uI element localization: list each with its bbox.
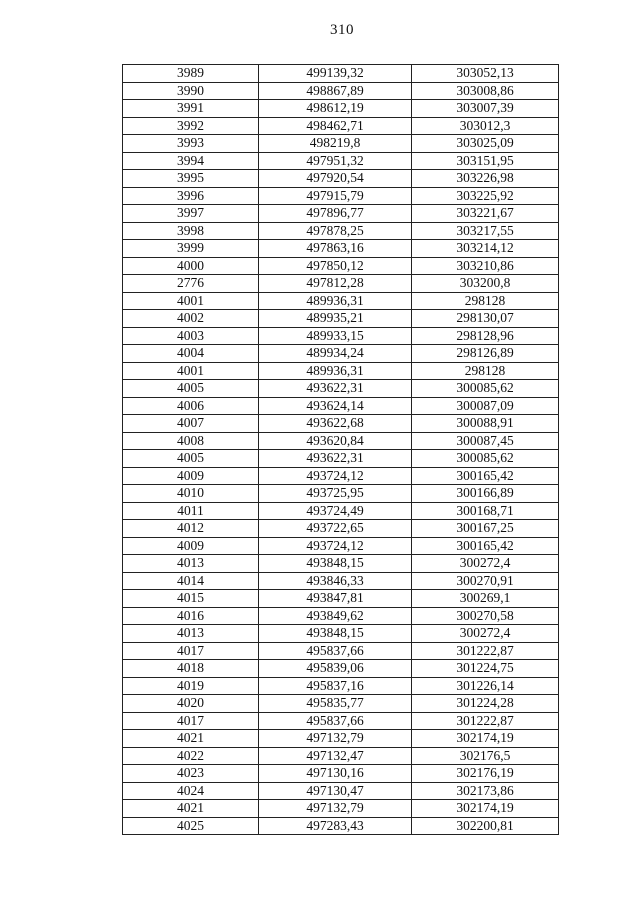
x-coordinate-cell: 495835,77 — [259, 695, 412, 713]
coordinates-table-body — [123, 65, 559, 835]
x-coordinate-cell: 497130,47 — [259, 782, 412, 800]
table-row — [123, 100, 559, 118]
point-number-cell: 3990 — [123, 82, 259, 100]
table-row — [123, 205, 559, 223]
table-row — [123, 275, 559, 293]
point-number-cell: 3999 — [123, 240, 259, 258]
table-row — [123, 310, 559, 328]
x-coordinate-cell: 493724,12 — [259, 467, 412, 485]
x-coordinate-cell: 489933,15 — [259, 327, 412, 345]
table-row — [123, 695, 559, 713]
y-coordinate-cell: 300165,42 — [412, 537, 559, 555]
y-coordinate-cell: 300085,62 — [412, 450, 559, 468]
x-coordinate-cell: 493846,33 — [259, 572, 412, 590]
table-row — [123, 82, 559, 100]
y-coordinate-cell: 303007,39 — [412, 100, 559, 118]
x-coordinate-cell: 497850,12 — [259, 257, 412, 275]
table-row — [123, 327, 559, 345]
point-number-cell: 3993 — [123, 135, 259, 153]
x-coordinate-cell: 493620,84 — [259, 432, 412, 450]
y-coordinate-cell: 302173,86 — [412, 782, 559, 800]
point-number-cell: 4004 — [123, 345, 259, 363]
point-number-cell: 4002 — [123, 310, 259, 328]
table-row — [123, 65, 559, 83]
y-coordinate-cell: 303008,86 — [412, 82, 559, 100]
point-number-cell: 2776 — [123, 275, 259, 293]
table-row — [123, 380, 559, 398]
table-row — [123, 432, 559, 450]
x-coordinate-cell: 489936,31 — [259, 362, 412, 380]
point-number-cell: 4016 — [123, 607, 259, 625]
table-row — [123, 117, 559, 135]
table-row — [123, 747, 559, 765]
point-number-cell: 4010 — [123, 485, 259, 503]
y-coordinate-cell: 301224,28 — [412, 695, 559, 713]
y-coordinate-cell: 303012,3 — [412, 117, 559, 135]
x-coordinate-cell: 493622,31 — [259, 450, 412, 468]
x-coordinate-cell: 493848,15 — [259, 555, 412, 573]
page-number: 310 — [330, 22, 354, 38]
point-number-cell: 4019 — [123, 677, 259, 695]
x-coordinate-cell: 497896,77 — [259, 205, 412, 223]
table-row — [123, 257, 559, 275]
y-coordinate-cell: 300269,1 — [412, 590, 559, 608]
y-coordinate-cell: 298126,89 — [412, 345, 559, 363]
y-coordinate-cell: 301224,75 — [412, 660, 559, 678]
table-row — [123, 642, 559, 660]
table-row — [123, 450, 559, 468]
table-row — [123, 817, 559, 835]
table-row — [123, 537, 559, 555]
point-number-cell: 4008 — [123, 432, 259, 450]
x-coordinate-cell: 493722,65 — [259, 520, 412, 538]
x-coordinate-cell: 489934,24 — [259, 345, 412, 363]
y-coordinate-cell: 302176,19 — [412, 765, 559, 783]
table-row — [123, 765, 559, 783]
y-coordinate-cell: 303217,55 — [412, 222, 559, 240]
x-coordinate-cell: 499139,32 — [259, 65, 412, 83]
table-row — [123, 800, 559, 818]
y-coordinate-cell: 300088,91 — [412, 415, 559, 433]
point-number-cell: 4006 — [123, 397, 259, 415]
x-coordinate-cell: 493724,12 — [259, 537, 412, 555]
x-coordinate-cell: 489935,21 — [259, 310, 412, 328]
point-number-cell: 3991 — [123, 100, 259, 118]
x-coordinate-cell: 498219,8 — [259, 135, 412, 153]
table-row — [123, 485, 559, 503]
y-coordinate-cell: 302200,81 — [412, 817, 559, 835]
table-row — [123, 730, 559, 748]
point-number-cell: 3992 — [123, 117, 259, 135]
x-coordinate-cell: 497132,79 — [259, 730, 412, 748]
y-coordinate-cell: 302176,5 — [412, 747, 559, 765]
y-coordinate-cell: 298128,96 — [412, 327, 559, 345]
point-number-cell: 4005 — [123, 380, 259, 398]
table-row — [123, 362, 559, 380]
table-row — [123, 152, 559, 170]
x-coordinate-cell: 495837,66 — [259, 642, 412, 660]
coordinates-table — [122, 64, 559, 835]
y-coordinate-cell: 301226,14 — [412, 677, 559, 695]
point-number-cell: 4017 — [123, 642, 259, 660]
point-number-cell: 4021 — [123, 800, 259, 818]
y-coordinate-cell: 301222,87 — [412, 712, 559, 730]
table-row — [123, 520, 559, 538]
y-coordinate-cell: 300272,4 — [412, 555, 559, 573]
y-coordinate-cell: 303151,95 — [412, 152, 559, 170]
y-coordinate-cell: 303221,67 — [412, 205, 559, 223]
point-number-cell: 4023 — [123, 765, 259, 783]
table-row — [123, 467, 559, 485]
y-coordinate-cell: 301222,87 — [412, 642, 559, 660]
table-row — [123, 502, 559, 520]
x-coordinate-cell: 497920,54 — [259, 170, 412, 188]
point-number-cell: 3994 — [123, 152, 259, 170]
point-number-cell: 3989 — [123, 65, 259, 83]
x-coordinate-cell: 493847,81 — [259, 590, 412, 608]
table-row — [123, 187, 559, 205]
x-coordinate-cell: 497132,47 — [259, 747, 412, 765]
y-coordinate-cell: 300087,45 — [412, 432, 559, 450]
point-number-cell: 4015 — [123, 590, 259, 608]
x-coordinate-cell: 489936,31 — [259, 292, 412, 310]
table-row — [123, 135, 559, 153]
point-number-cell: 3997 — [123, 205, 259, 223]
table-row — [123, 607, 559, 625]
y-coordinate-cell: 302174,19 — [412, 800, 559, 818]
table-row — [123, 555, 559, 573]
y-coordinate-cell: 300166,89 — [412, 485, 559, 503]
point-number-cell: 4013 — [123, 625, 259, 643]
x-coordinate-cell: 497951,32 — [259, 152, 412, 170]
point-number-cell: 4003 — [123, 327, 259, 345]
x-coordinate-cell: 497130,16 — [259, 765, 412, 783]
table-row — [123, 240, 559, 258]
x-coordinate-cell: 493622,68 — [259, 415, 412, 433]
y-coordinate-cell: 298128 — [412, 292, 559, 310]
table-row — [123, 345, 559, 363]
point-number-cell: 4009 — [123, 537, 259, 555]
x-coordinate-cell: 497132,79 — [259, 800, 412, 818]
table-row — [123, 625, 559, 643]
y-coordinate-cell: 303225,92 — [412, 187, 559, 205]
y-coordinate-cell: 300165,42 — [412, 467, 559, 485]
point-number-cell: 4000 — [123, 257, 259, 275]
table-row — [123, 572, 559, 590]
point-number-cell: 4020 — [123, 695, 259, 713]
point-number-cell: 3995 — [123, 170, 259, 188]
table-row — [123, 415, 559, 433]
point-number-cell: 4012 — [123, 520, 259, 538]
y-coordinate-cell: 303200,8 — [412, 275, 559, 293]
y-coordinate-cell: 303210,86 — [412, 257, 559, 275]
y-coordinate-cell: 303214,12 — [412, 240, 559, 258]
point-number-cell: 4013 — [123, 555, 259, 573]
x-coordinate-cell: 493724,49 — [259, 502, 412, 520]
point-number-cell: 4009 — [123, 467, 259, 485]
table-row — [123, 660, 559, 678]
point-number-cell: 3996 — [123, 187, 259, 205]
point-number-cell: 4024 — [123, 782, 259, 800]
table-row — [123, 677, 559, 695]
point-number-cell: 4025 — [123, 817, 259, 835]
point-number-cell: 4017 — [123, 712, 259, 730]
y-coordinate-cell: 303025,09 — [412, 135, 559, 153]
table-row — [123, 712, 559, 730]
point-number-cell: 4022 — [123, 747, 259, 765]
table-row — [123, 222, 559, 240]
point-number-cell: 4011 — [123, 502, 259, 520]
x-coordinate-cell: 497812,28 — [259, 275, 412, 293]
y-coordinate-cell: 300270,58 — [412, 607, 559, 625]
point-number-cell: 4014 — [123, 572, 259, 590]
y-coordinate-cell: 298130,07 — [412, 310, 559, 328]
x-coordinate-cell: 493849,62 — [259, 607, 412, 625]
point-number-cell: 4005 — [123, 450, 259, 468]
point-number-cell: 4001 — [123, 362, 259, 380]
x-coordinate-cell: 498462,71 — [259, 117, 412, 135]
x-coordinate-cell: 493848,15 — [259, 625, 412, 643]
x-coordinate-cell: 495839,06 — [259, 660, 412, 678]
x-coordinate-cell: 493624,14 — [259, 397, 412, 415]
table-row — [123, 590, 559, 608]
x-coordinate-cell: 493725,95 — [259, 485, 412, 503]
y-coordinate-cell: 300270,91 — [412, 572, 559, 590]
y-coordinate-cell: 300168,71 — [412, 502, 559, 520]
x-coordinate-cell: 495837,66 — [259, 712, 412, 730]
x-coordinate-cell: 498867,89 — [259, 82, 412, 100]
y-coordinate-cell: 298128 — [412, 362, 559, 380]
y-coordinate-cell: 303052,13 — [412, 65, 559, 83]
y-coordinate-cell: 300087,09 — [412, 397, 559, 415]
y-coordinate-cell: 300272,4 — [412, 625, 559, 643]
x-coordinate-cell: 495837,16 — [259, 677, 412, 695]
point-number-cell: 4018 — [123, 660, 259, 678]
point-number-cell: 4001 — [123, 292, 259, 310]
x-coordinate-cell: 497878,25 — [259, 222, 412, 240]
x-coordinate-cell: 493622,31 — [259, 380, 412, 398]
x-coordinate-cell: 498612,19 — [259, 100, 412, 118]
x-coordinate-cell: 497915,79 — [259, 187, 412, 205]
x-coordinate-cell: 497863,16 — [259, 240, 412, 258]
x-coordinate-cell: 497283,43 — [259, 817, 412, 835]
point-number-cell: 4021 — [123, 730, 259, 748]
table-row — [123, 292, 559, 310]
table-row — [123, 782, 559, 800]
point-number-cell: 4007 — [123, 415, 259, 433]
y-coordinate-cell: 302174,19 — [412, 730, 559, 748]
table-row — [123, 397, 559, 415]
y-coordinate-cell: 300085,62 — [412, 380, 559, 398]
point-number-cell: 3998 — [123, 222, 259, 240]
y-coordinate-cell: 303226,98 — [412, 170, 559, 188]
table-row — [123, 170, 559, 188]
y-coordinate-cell: 300167,25 — [412, 520, 559, 538]
